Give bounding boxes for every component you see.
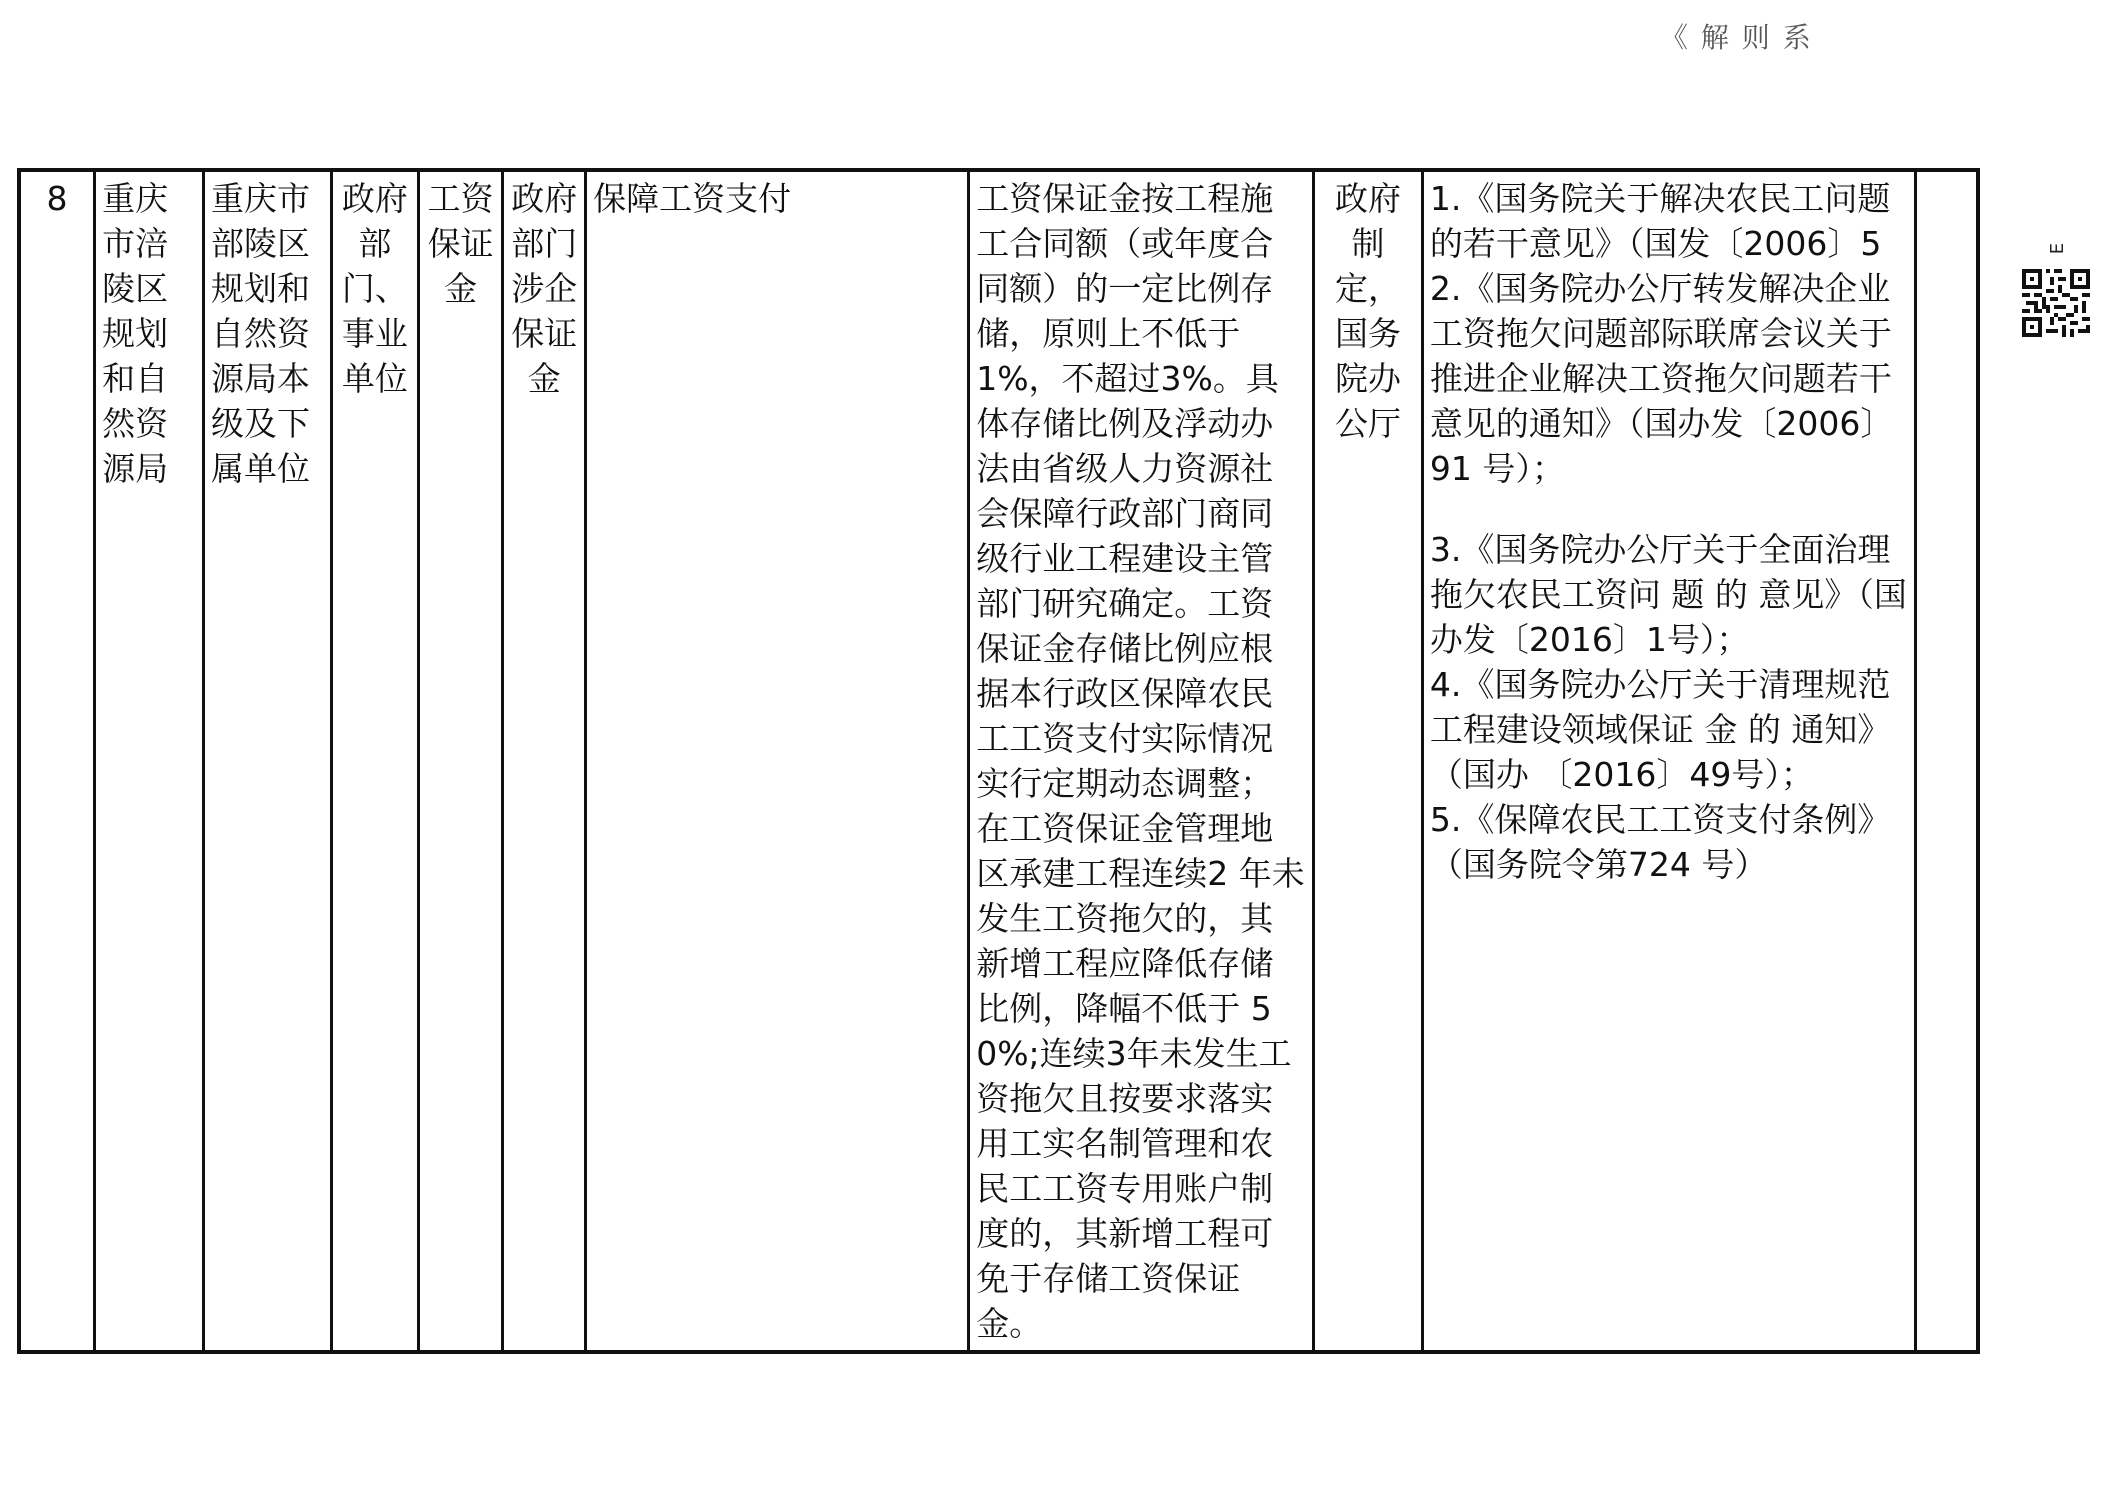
category-cell: 政府部门涉企保证金	[503, 170, 586, 1352]
row-index: 8	[19, 170, 95, 1352]
basis-item: 3.《国务院办公厅关于全面治理拖欠农民工资问 题 的 意见》（国办发〔2016〕1号）；	[1429, 530, 1907, 659]
scope-cell: 重庆市部陵区规划和自然资源局本级及下属单位	[203, 170, 331, 1352]
basis-item: 1.《国务院关于解决农民工问题的若干意见》（国发〔2006〕5	[1429, 179, 1891, 263]
basis-item: 5.《保障农民工工资支付条例》（国务院令第724 号）	[1429, 800, 1891, 884]
remark-cell	[1915, 170, 1978, 1352]
department-cell: 重庆市涪陵区规划和自然资源局	[95, 170, 204, 1352]
standard-cell: 工资保证金按工程施工合同额（或年度合同额）的一定比例存储，原则上不低于 1%，不超过3%。具体存储比例及浮动办法由省级人力资源社会保障行政部门商同级行业工程建设主管部门研究确定。工资保证金存储比例应根据本行政区保障农民工工资支付实际情况实行定期动态调整；在工资保证金管理地区承建工程连续2 年未发生工资拖欠的，其新增工程应降低存储比例，降幅不低于 50%;连续3年未发生工资拖欠且按要求落实用工实名制管理和农民工工资专用账户制度的，其新增工程可免于存储工资保证金。	[969, 170, 1314, 1352]
table-row	[19, 170, 1978, 1352]
side-glyph: E	[2047, 242, 2069, 255]
header-mark: 《 解 则 系	[1660, 21, 1813, 54]
qr-code-icon	[2022, 269, 2090, 337]
item-name-cell: 工资保证金	[418, 170, 503, 1352]
basis-cell	[1422, 170, 1915, 1352]
purpose-cell: 保障工资支付	[586, 170, 969, 1352]
basis-item: 2.《国务院办公厅转发解决企业工资拖欠问题部际联席会议关于推进企业解决工资拖欠问题若干意见的通知》（国办发〔2006〕91 号）；	[1429, 269, 1894, 488]
document-table	[17, 168, 1980, 1354]
collector-type-cell: 政府部门、事业单位	[332, 170, 419, 1352]
basis-item: 4.《国务院办公厅关于清理规范工程建设领域保证 金 的 通知》（国办 〔2016〕49号）；	[1429, 665, 1891, 794]
authority-cell: 政府制定，国务院办公厅	[1314, 170, 1423, 1352]
